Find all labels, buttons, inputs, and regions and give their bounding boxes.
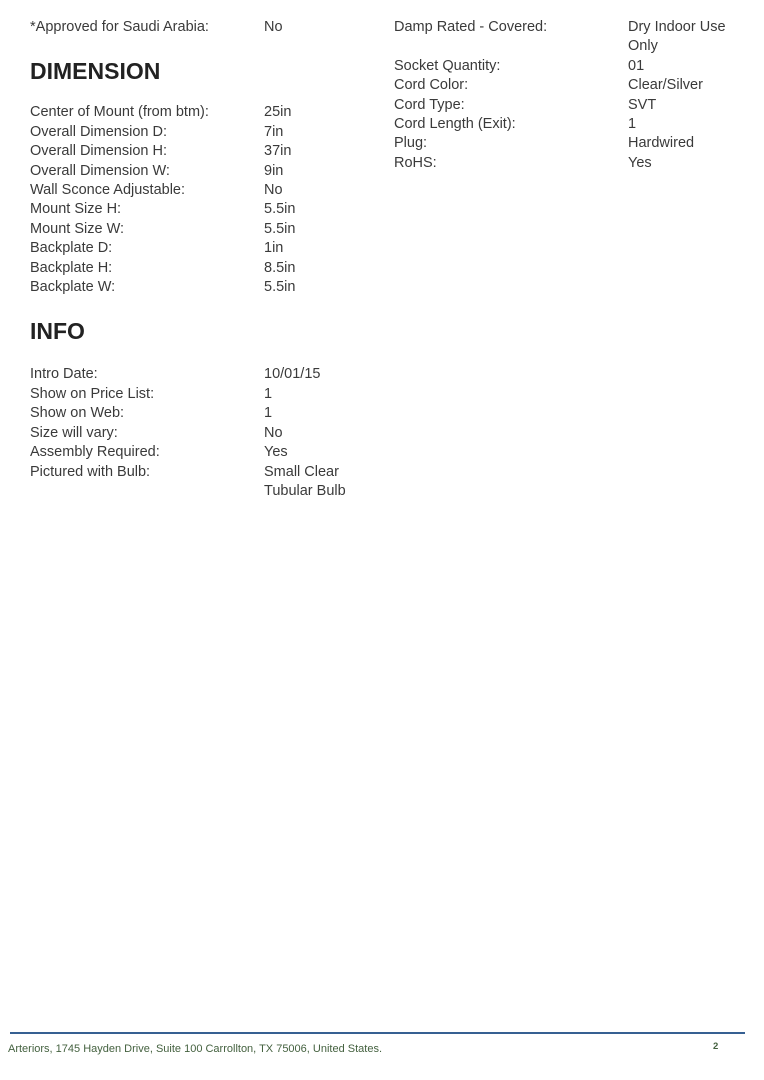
spec-row-pictured-with-bulb: [30, 463, 392, 502]
spec-value: SVT: [628, 96, 657, 113]
spec-label: Overall Dimension D:: [30, 123, 167, 140]
spec-value: 7in: [264, 123, 284, 140]
spec-value: No: [264, 19, 283, 35]
spec-row-mount-size-w: [30, 220, 392, 239]
spec-value: 8.5in: [264, 259, 296, 276]
spec-row-cord-type: [394, 96, 750, 115]
spec-label: Overall Dimension H:: [30, 143, 167, 160]
spec-label: Show on Web:: [30, 405, 125, 422]
spec-label: Plug:: [394, 135, 428, 152]
spec-row-intro-date: [30, 365, 392, 384]
spec-label: Socket Quantity:: [394, 57, 501, 74]
spec-row-overall-dimension-w: [30, 162, 392, 181]
spec-label: *Approved for Saudi Arabia:: [30, 19, 209, 35]
spec-label: Size will vary:: [30, 424, 118, 441]
section-title-info: INFO: [30, 318, 85, 345]
spec-label: Mount Size W:: [30, 220, 125, 237]
spec-row-cord-color: [394, 76, 750, 95]
spec-value: 1: [628, 116, 637, 133]
spec-value: 25in: [264, 104, 292, 121]
spec-label: Overall Dimension W:: [30, 162, 170, 179]
spec-label: Backplate W:: [30, 279, 116, 296]
footer-divider: [10, 1032, 745, 1034]
spec-value: 5.5in: [264, 201, 296, 218]
spec-value: 01: [628, 57, 645, 74]
spec-row-wall-sconce-adjustable: [30, 181, 392, 200]
left-column: [30, 18, 392, 501]
page-number: 2: [713, 1041, 719, 1052]
spec-value: 9in: [264, 162, 284, 179]
spec-label: Mount Size H:: [30, 201, 122, 218]
dimension-rows: [30, 103, 392, 297]
spec-label: Show on Price List:: [30, 385, 155, 402]
spec-label: Wall Sconce Adjustable:: [30, 182, 186, 199]
spec-row-cord-length-exit: [394, 115, 750, 134]
spec-row-rohs: [394, 154, 750, 173]
spec-value: 10/01/15: [264, 366, 321, 383]
spec-label: Intro Date:: [30, 366, 98, 383]
spec-value: Yes: [628, 154, 652, 171]
spec-label: Cord Type:: [394, 96, 465, 113]
spec-row-backplate-d: [30, 239, 392, 258]
spec-row-size-will-vary: [30, 424, 392, 443]
spec-value: Yes: [264, 444, 288, 461]
spec-row-overall-dimension-h: [30, 142, 392, 161]
spec-label: Damp Rated - Covered:: [394, 19, 548, 35]
spec-label: RoHS:: [394, 154, 437, 171]
spec-label: Pictured with Bulb:: [30, 463, 151, 480]
spec-value: 1: [264, 405, 273, 422]
spec-label: Assembly Required:: [30, 444, 160, 461]
spec-row-saudi-approval: [30, 18, 392, 37]
spec-value: No: [264, 182, 283, 199]
spec-row-mount-size-h: [30, 200, 392, 219]
spec-value: 5.5in: [264, 220, 296, 237]
spec-row-show-on-web: [30, 404, 392, 423]
spec-row-plug: [394, 134, 750, 153]
right-column: [394, 18, 750, 173]
spec-value: Clear/Silver: [628, 77, 703, 94]
spec-label: Cord Color:: [394, 77, 469, 94]
spec-label: Backplate D:: [30, 240, 113, 257]
spec-label: Center of Mount (from btm):: [30, 104, 209, 121]
spec-value: 1: [264, 385, 273, 402]
spec-row-damp-rated: [394, 18, 750, 57]
spec-row-backplate-h: [30, 259, 392, 278]
spec-label: Backplate H:: [30, 259, 113, 276]
info-rows: [30, 365, 392, 501]
spec-value: 1in: [264, 240, 284, 257]
spec-value: 37in: [264, 143, 292, 160]
spec-row-assembly-required: [30, 443, 392, 462]
spec-value: Dry Indoor Use Only: [628, 19, 726, 55]
spec-row-center-of-mount: [30, 103, 392, 122]
spec-value: Hardwired: [628, 135, 695, 152]
spec-label: Cord Length (Exit):: [394, 116, 516, 133]
spec-row-overall-dimension-d: [30, 123, 392, 142]
spec-value: Small Clear Tubular Bulb: [264, 463, 346, 499]
footer-address: Arteriors, 1745 Hayden Drive, Suite 100 Carrollton, TX 75006, United States.: [8, 1043, 382, 1055]
section-title-dimension: DIMENSION: [30, 58, 161, 85]
spec-row-socket-quantity: [394, 57, 750, 76]
spec-row-show-on-price-list: [30, 385, 392, 404]
spec-row-backplate-w: [30, 278, 392, 297]
spec-value: No: [264, 424, 283, 441]
spec-value: 5.5in: [264, 279, 296, 296]
